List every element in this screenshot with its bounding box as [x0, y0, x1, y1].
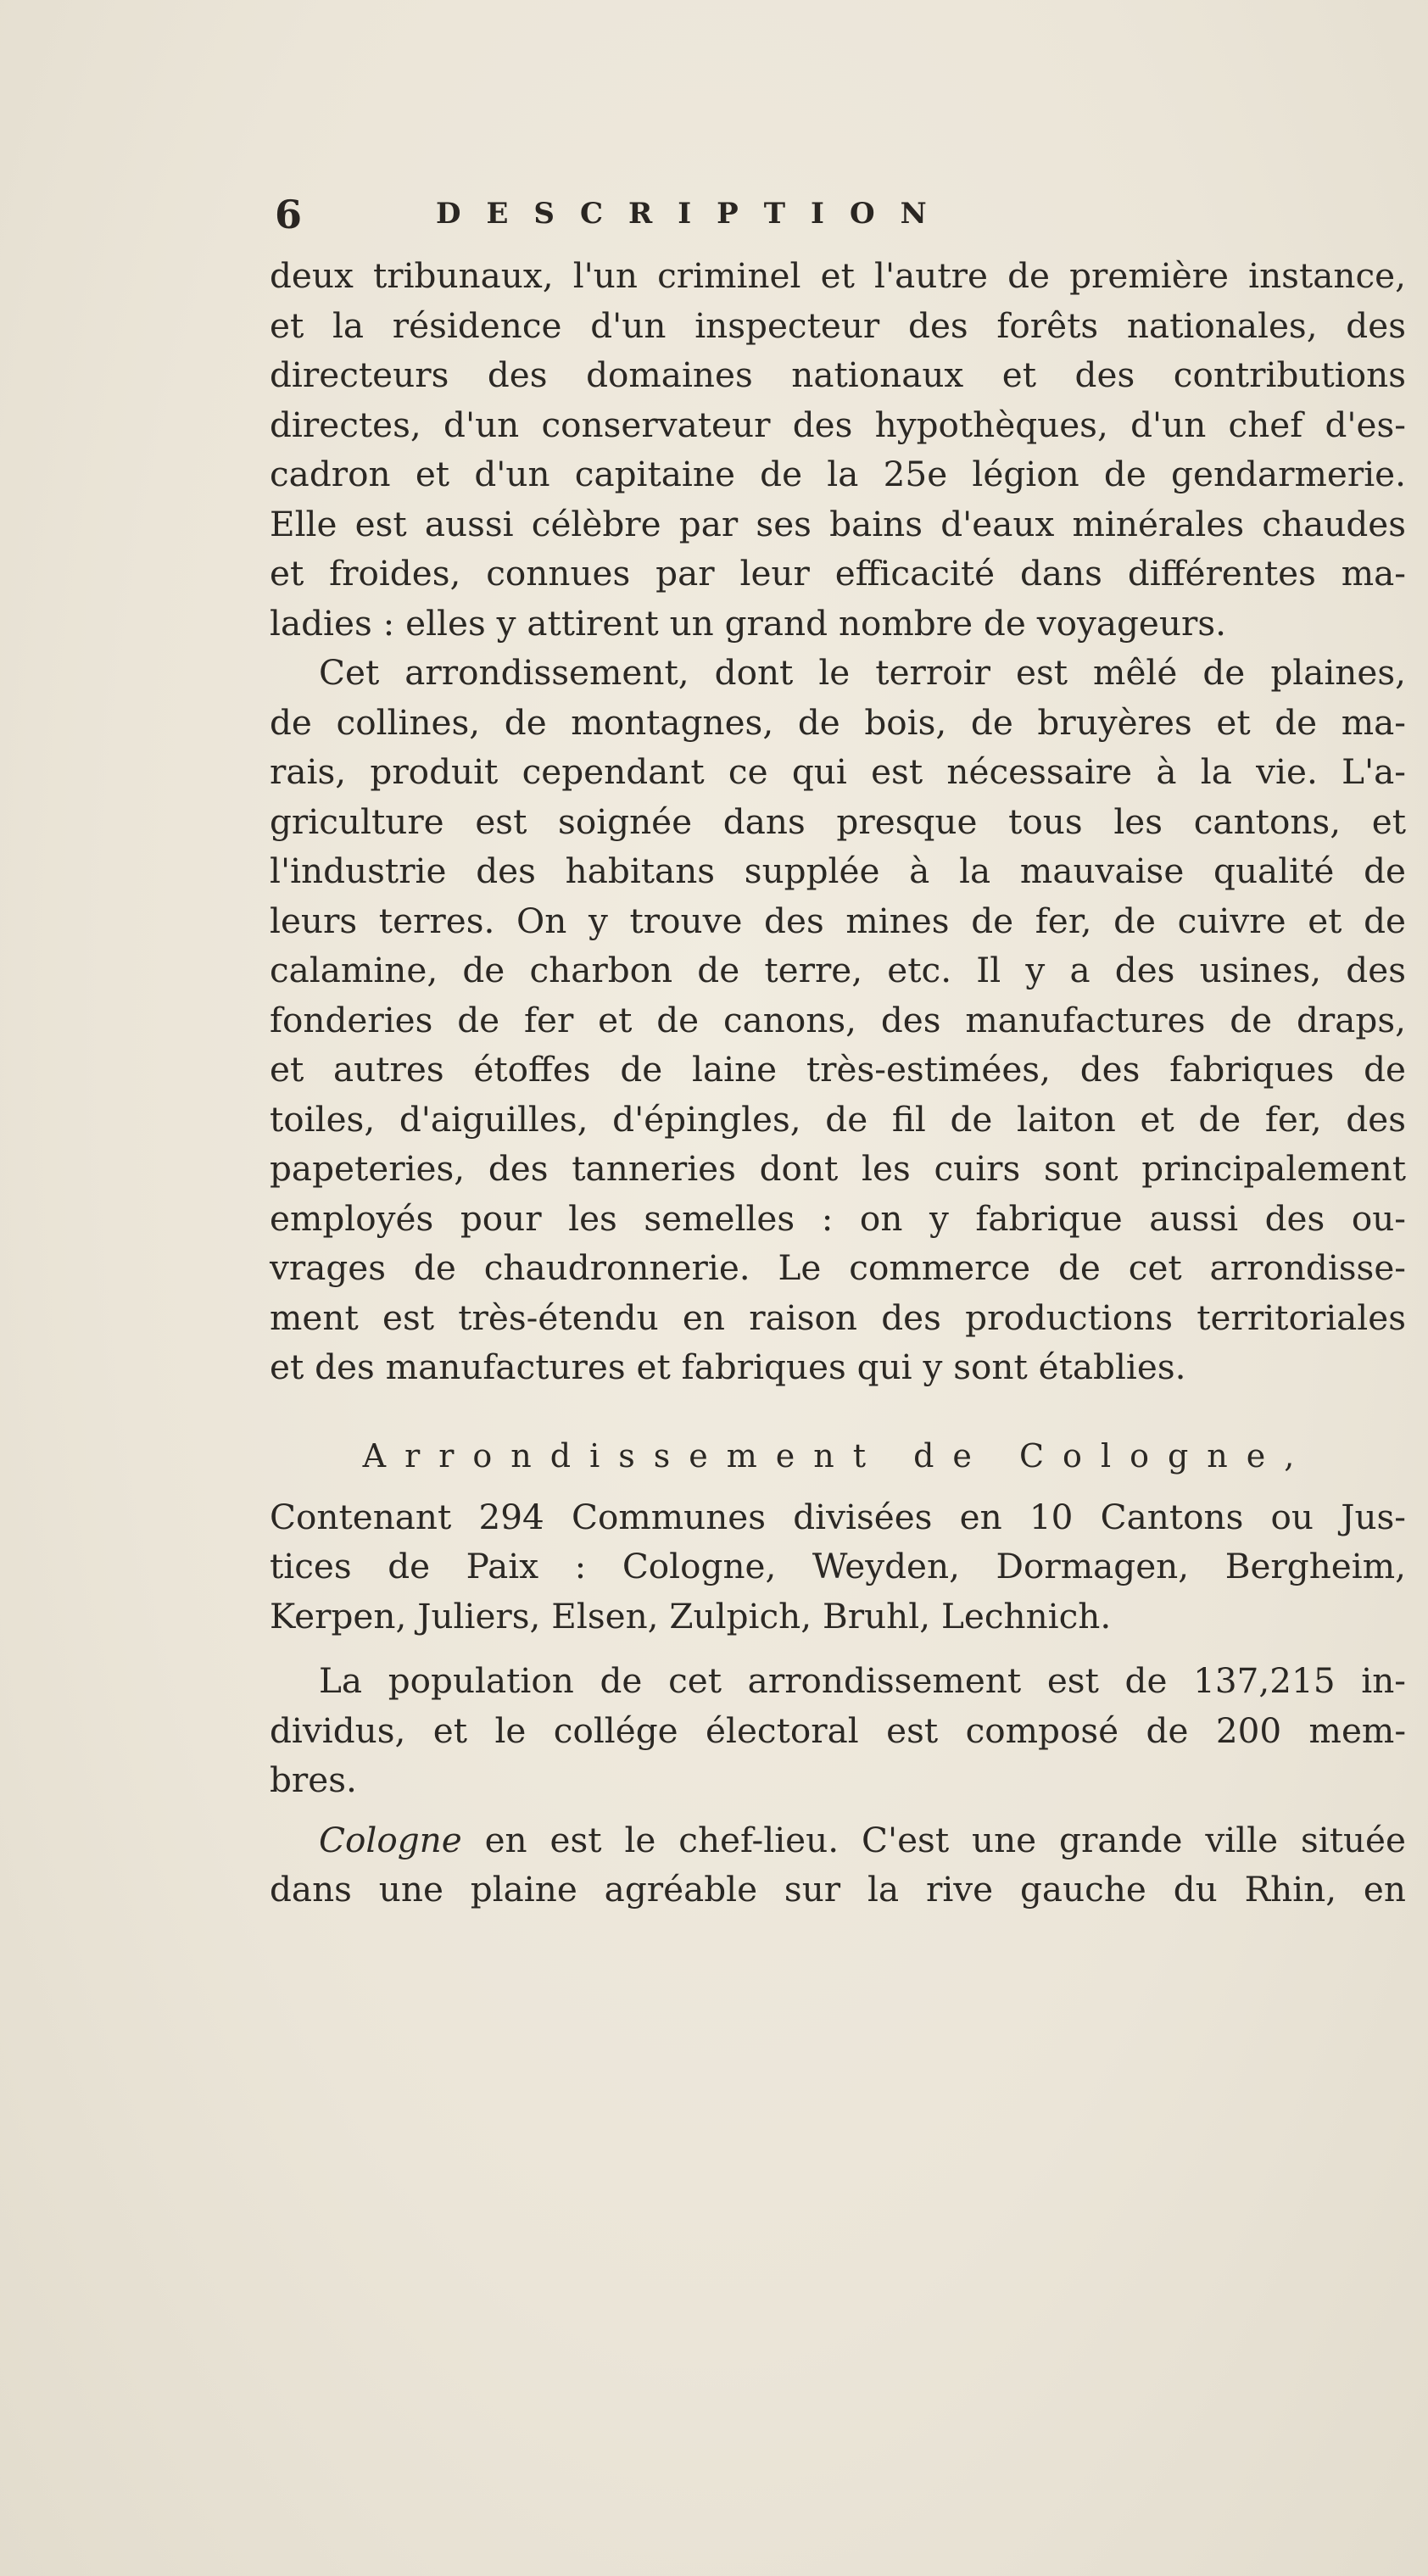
spacer — [270, 1641, 1406, 1656]
text-line: toiles, d'aiguilles, d'épingles, de fil de laiton et de fer, des — [270, 1098, 1406, 1140]
text-line: papeteries, des tanneries dont les cuirs sont principalement — [270, 1148, 1406, 1189]
text-line: et des manufactures et fabriques qui y sont établies. — [270, 1347, 1186, 1387]
text-line: Elle est aussi célèbre par ses bains d'eaux minérales chaudes — [270, 503, 1406, 544]
text-line: vrages de chaudronnerie. Le commerce de cet arrondisse- — [270, 1247, 1406, 1288]
text-line — [270, 1815, 1406, 1865]
body-text — [270, 251, 1406, 1915]
text-line: et la résidence d'un inspecteur des forêts nationales, des — [270, 304, 1406, 346]
text-line: griculture est soignée dans presque tous les cantons, et — [270, 800, 1406, 842]
text-line: ladies : elles y attirent un grand nombre de voyageurs. — [270, 602, 1226, 644]
text-line: et froides, connues par leur efficacité dans différentes ma- — [270, 553, 1406, 594]
text-line: dividus, et le collége électoral est composé de 200 mem- — [270, 1709, 1406, 1751]
text-line: cadron et d'un capitaine de la 25e légion de gendarmerie. — [270, 454, 1406, 494]
page-number: 6 — [275, 192, 303, 237]
text-line: Kerpen, Juliers, Elsen, Zulpich, Bruhl, Lechnich. — [270, 1595, 1112, 1636]
paragraph-1 — [270, 251, 1406, 648]
text-line: employés pour les semelles : on y fabrique aussi des ou- — [270, 1197, 1406, 1239]
spacer — [270, 1805, 1406, 1815]
italic-place-name: Cologne — [319, 1819, 462, 1860]
text-line: dans une plaine agréable sur la rive gauche du Rhin, en — [270, 1869, 1406, 1910]
text-line: bres. — [270, 1759, 357, 1800]
paragraph-4 — [270, 1656, 1406, 1805]
text-line: ment est très-étendu en raison des productions territoriales — [270, 1296, 1406, 1338]
paragraph-5 — [270, 1815, 1406, 1915]
text-line: deux tribunaux, l'un criminel et l'autre de première instance, — [270, 255, 1406, 296]
text-line: calamine, de charbon de terre, etc. Il y a des usines, des — [270, 950, 1406, 990]
text-line: directes, d'un conservateur des hypothèques, d'un chef d'es- — [270, 404, 1406, 445]
text-line: Cet arrondissement, dont le terroir est mêlé de plaines, — [319, 652, 1406, 693]
text-line: La population de cet arrondissement est de 137,215 in- — [319, 1660, 1406, 1701]
page-header — [275, 192, 1403, 243]
section-heading: Arrondissement de Cologne, — [362, 1436, 1314, 1475]
paragraph-2 — [270, 648, 1406, 1392]
text-line: Contenant 294 Communes divisées en 10 Cantons ou Jus- — [270, 1496, 1406, 1537]
text-line: et autres étoffes de laine très-estimées, des fabriques de — [270, 1049, 1406, 1090]
text-run: en est le chef-lieu. C'est une grande ville située — [461, 1819, 1406, 1860]
paragraph-3 — [270, 1492, 1406, 1642]
text-line: directeurs des domaines nationaux et des contributions — [270, 354, 1406, 395]
text-line: l'industrie des habitans supplée à la mauvaise qualité de — [270, 850, 1406, 891]
text-line: leurs terres. On y trouve des mines de fer, de cuivre et de — [270, 900, 1406, 941]
text-line: fonderies de fer et de canons, des manufactures de draps, — [270, 999, 1406, 1040]
running-title: DESCRIPTION — [436, 197, 952, 231]
text-line: de collines, de montagnes, de bois, de bruyères et de ma- — [270, 701, 1406, 743]
text-line: tices de Paix : Cologne, Weyden, Dormagen, Bergheim, — [270, 1546, 1406, 1586]
text-line: rais, produit cependant ce qui est nécessaire à la vie. L'a- — [270, 751, 1406, 792]
